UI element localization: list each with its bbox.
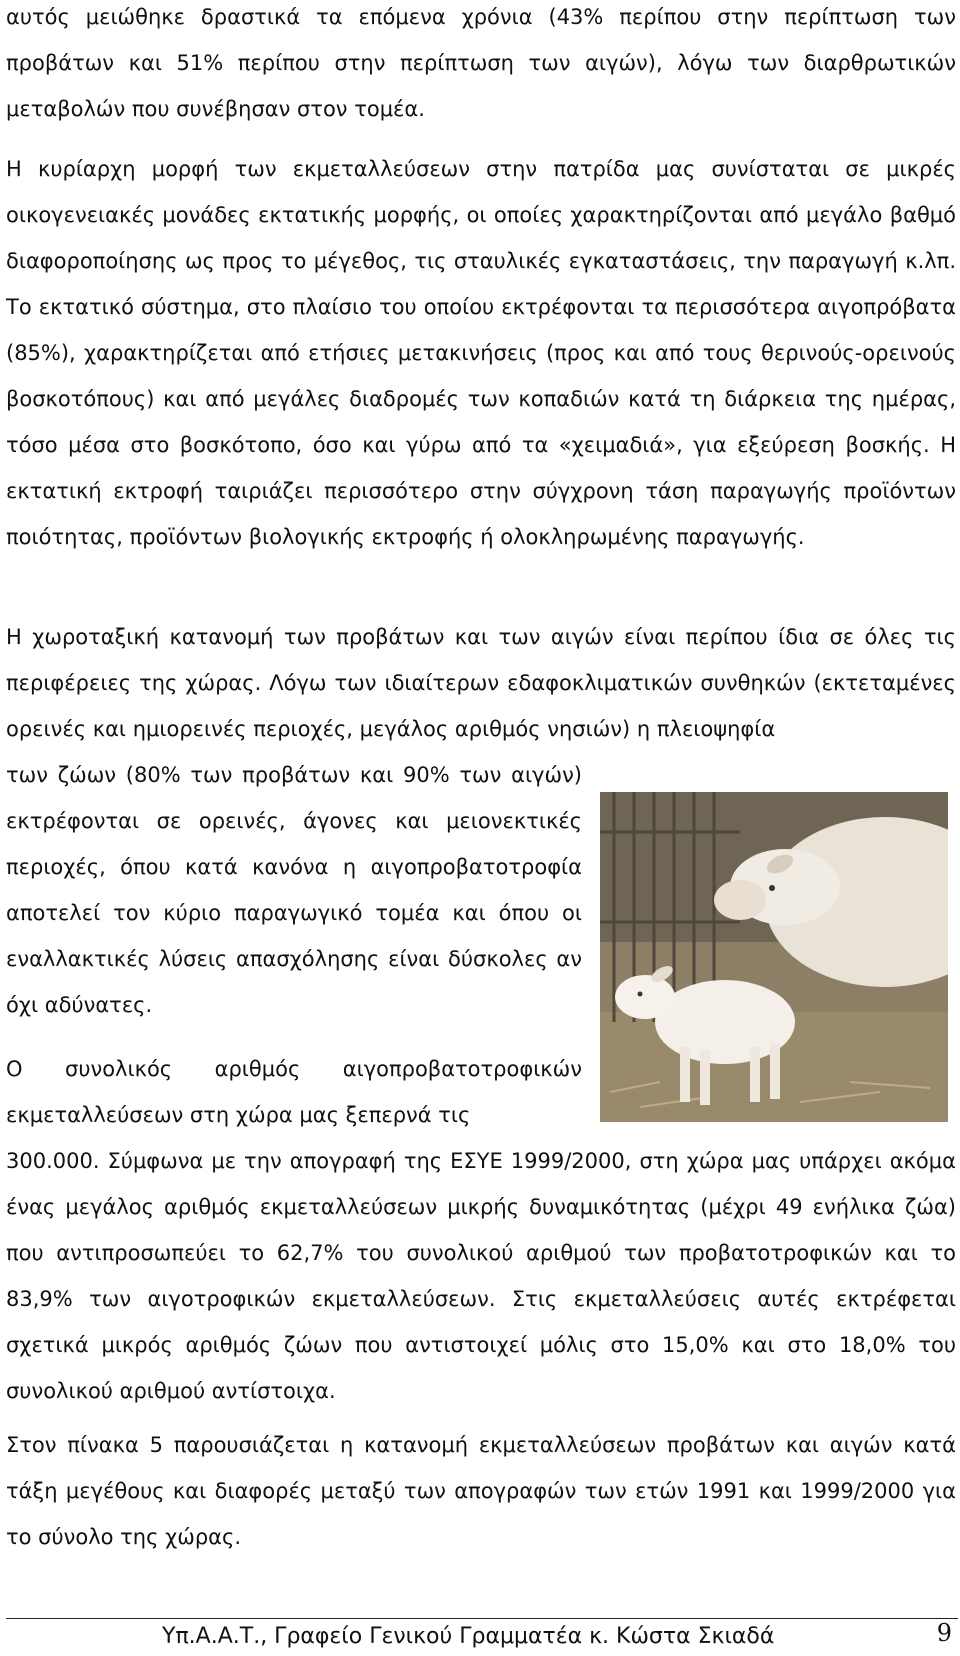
footer-divider [6, 1618, 958, 1619]
paragraph-5: Στον πίνακα 5 παρουσιάζεται η κατανομή εκμεταλλεύσεων προβάτων και αιγών κατά τάξη μεγέθους και διαφορές μεταξύ των απογραφών των ετών 1991 και 1999/2000 για το σύνολο της χώρας. [6, 1433, 956, 1549]
sheep-lamb-photo [600, 792, 948, 1122]
paragraph-2: Η κυρίαρχη μορφή των εκμεταλλεύσεων στην πατρίδα μας συνίσταται σε μικρές οικογενειακές μονάδες εκτατικής μορφής, οι οποίες χαρακτηρίζονται από μεγάλο βαθμό διαφοροποίησης ως προς το μέγεθος, τις σταυλικές εγκαταστάσεις, την παραγωγή κ.λπ. Το εκτατικό σύστημα, στο πλαίσιο του οποίου εκτρέφονται τα περισσότερα αιγοπρόβατα (85%), χαρακτηρίζεται από ετήσιες μετακινήσεις (προς και από τους θερινούς-ορεινούς βοσκοτόπους) και από μεγάλες διαδρομές των κοπαδιών κατά τη διάρκεια της ημέρας, τόσο μέσα στο βοσκότοπο, όσο και γύρω από τα «χειμαδιά», για εξεύρεση βοσκής. Η εκτατική εκτροφή ταιριάζει περισσότερο στην σύγχρονη τάση παραγωγής προϊόντων ποιότητας, προϊόντων βιολογικής εκτροφής ή ολοκληρωμένης παραγωγής. [6, 157, 956, 549]
document-page [6, 0, 958, 1656]
paragraph-4-full-width: 300.000. Σύμφωνα με την απογραφή της ΕΣΥΕ 1999/2000, στη χώρα μας υπάρχει ακόμα ένας μεγάλος αριθμός εκμεταλλεύσεων μικρής δυναμικότητας (μέχρι 49 ενήλικα ζώα) που αντιπροσωπεύει το 62,7% του συνολικού αριθμού των προβατοτροφικών και το 83,9% των αιγοτροφικών εκμεταλλεύσεων. Στις εκμεταλλεύσεις αυτές εκτρέφεται σχετικά μικρός αριθμός ζώων που αντιστοιχεί μόλις στο 15,0% και στο 18,0% του συνολικού αριθμού αντίστοιχα. [6, 1149, 956, 1403]
paragraph-3-full-width: Η χωροταξική κατανομή των προβάτων και των αιγών είναι περίπου ίδια σε όλες τις περιφέρειες της χώρας. Λόγω των ιδιαίτερων εδαφοκλιματικών συνθηκών (εκτεταμένες ορεινές και ημιορεινές περιοχές, μεγάλος αριθμός νησιών) η πλειοψηφία [6, 625, 956, 741]
footer-text: Υπ.Α.Α.Τ., Γραφείο Γενικού Γραμματέα κ. Κώστα Σκιαδά [162, 1624, 775, 1649]
paragraph-1: αυτός μειώθηκε δραστικά τα επόμενα χρόνια (43% περίπου στην περίπτωση των προβάτων και 51% περίπου στην περίπτωση των αιγών), λόγω των διαρθρωτικών μεταβολών που συνέβησαν στον τομέα. [6, 5, 956, 121]
paragraph-3-wrapped: των ζώων (80% των προβάτων και 90% των αιγών) εκτρέφονται σε ορεινές, άγονες και μειονεκτικές περιοχές, όπου κατά κανόνα η αιγοπροβατοτροφία αποτελεί τον κύριο παραγωγικό τομέα και όπου οι εναλλακτικές λύσεις απασχόλησης είναι δύσκολες αν όχι αδύνατες. [6, 763, 582, 1017]
page-number: 9 [936, 1619, 952, 1647]
paragraph-4-wrapped: Ο συνολικός αριθμός αιγοπροβατοτροφικών εκμεταλλεύσεων στη χώρα μας ξεπερνά τις [6, 1057, 582, 1127]
